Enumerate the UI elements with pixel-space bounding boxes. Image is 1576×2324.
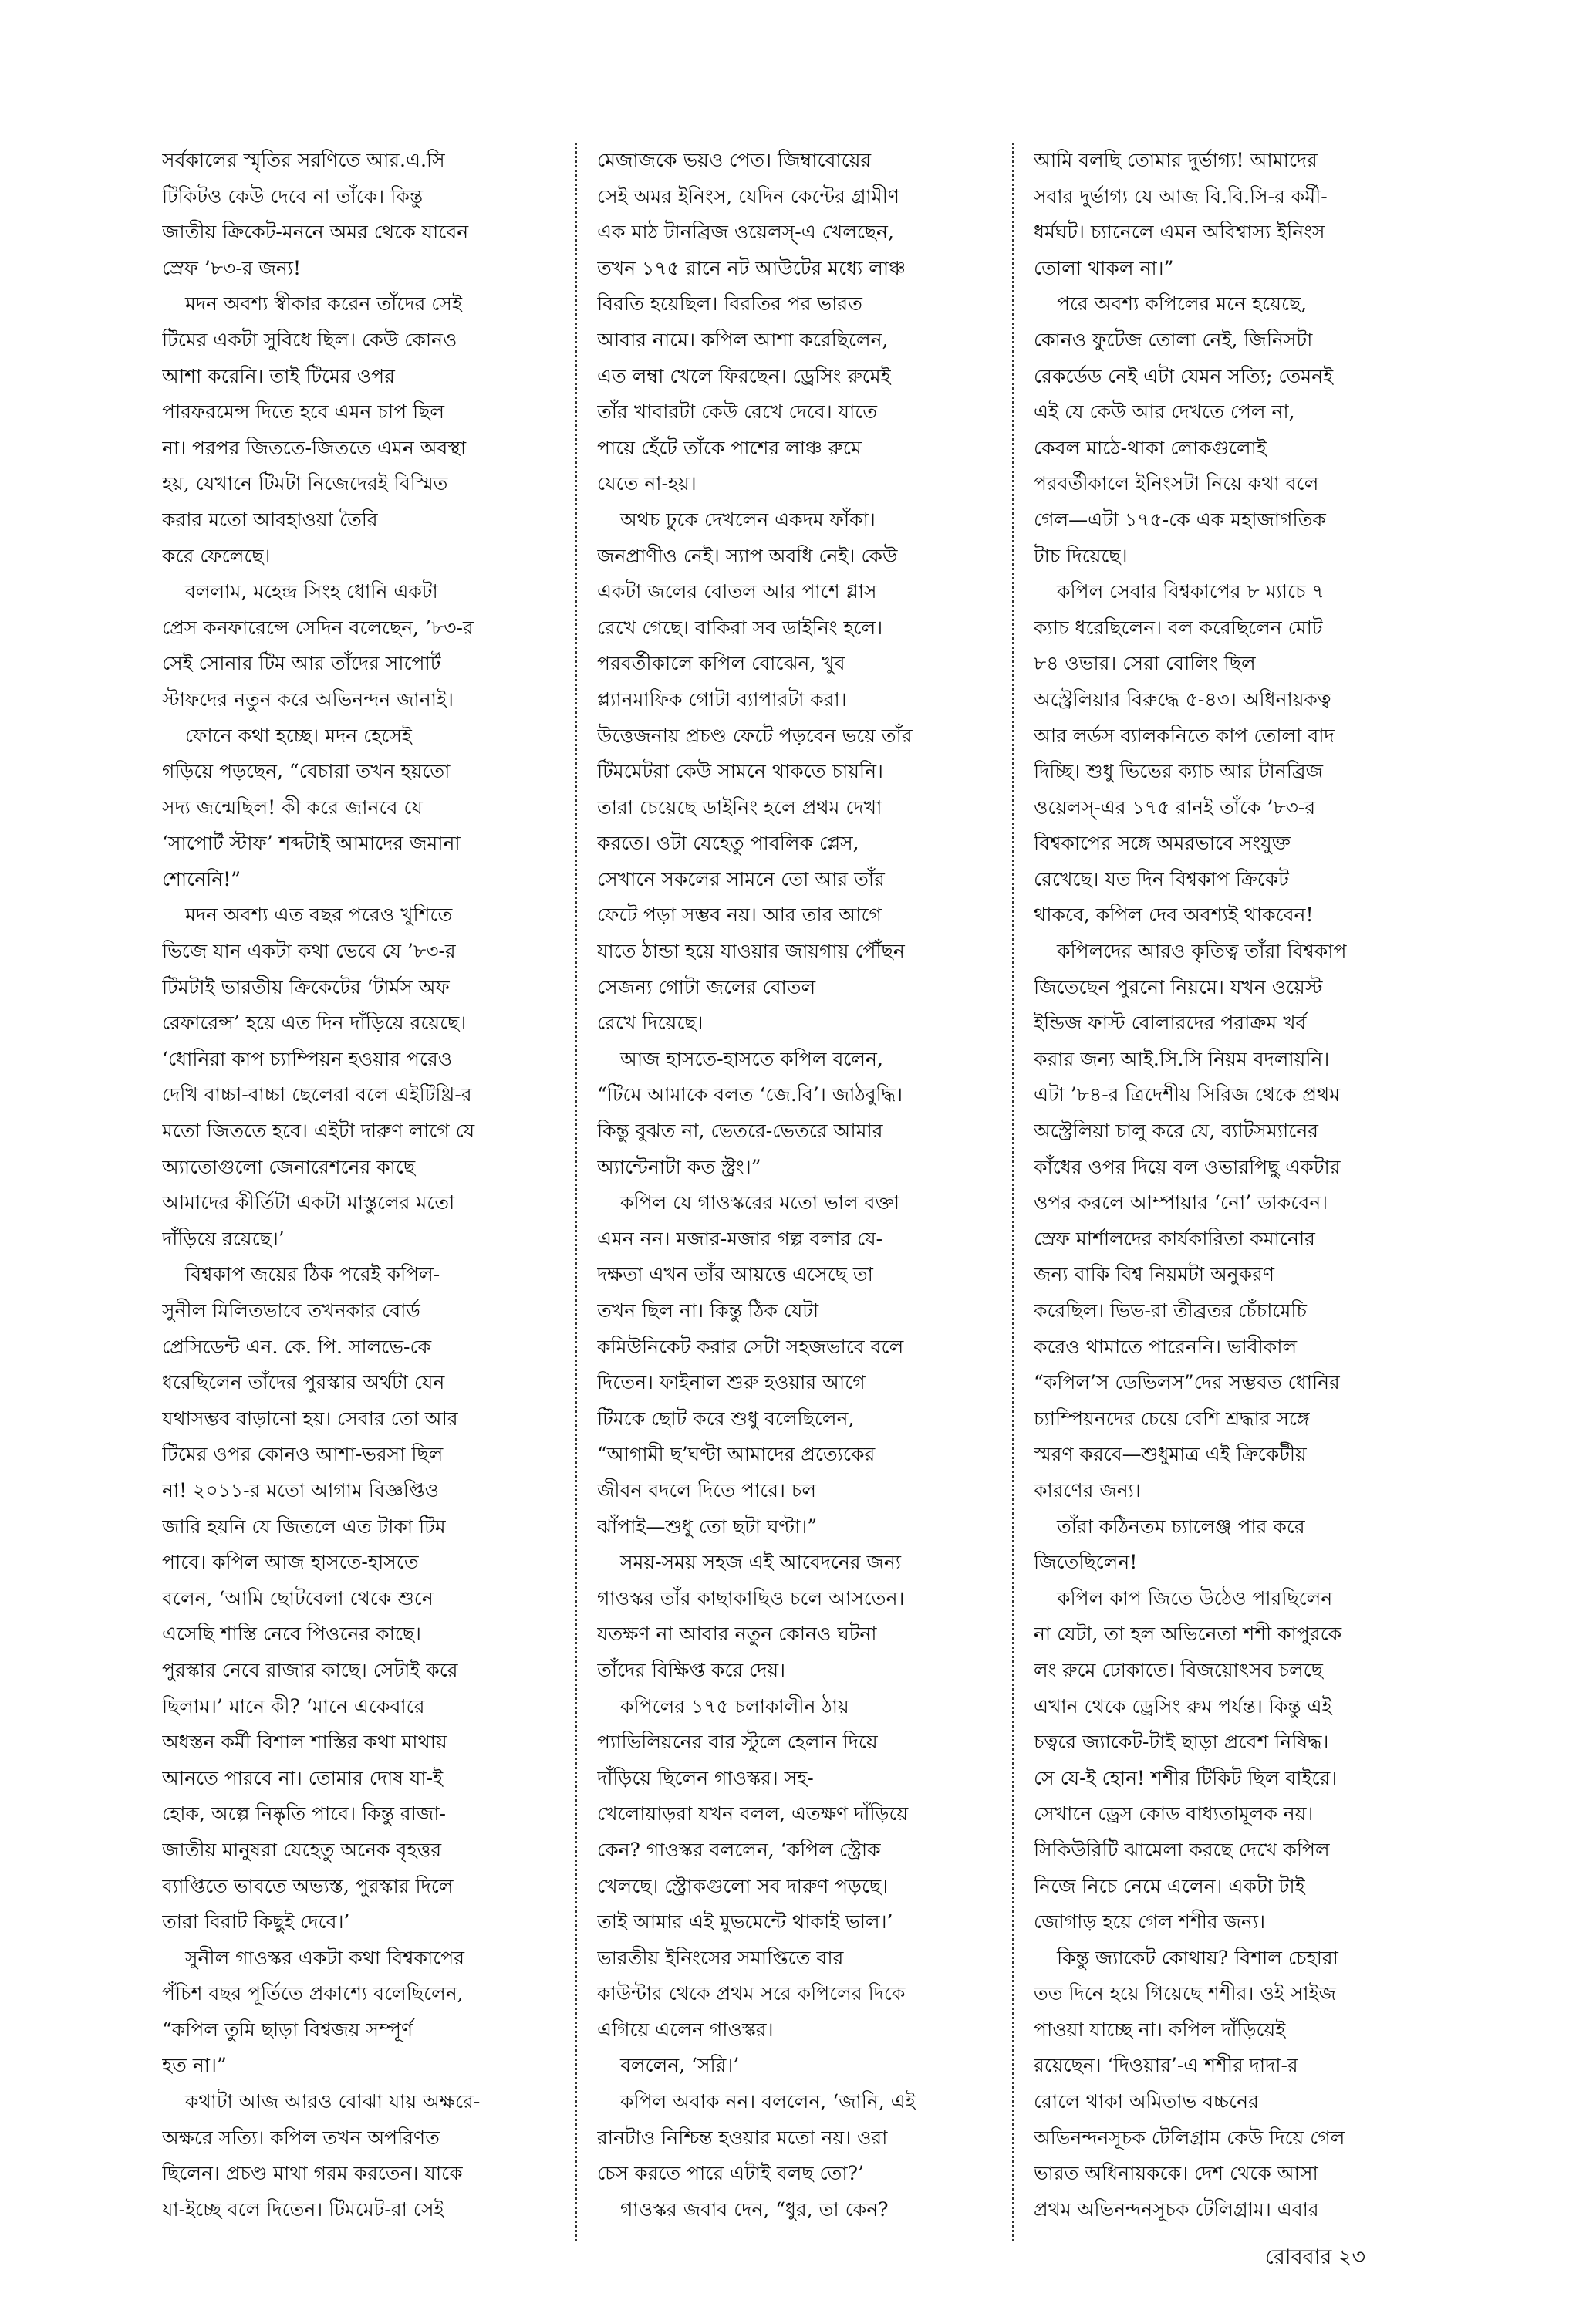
- text-line: আর লর্ডস ব্যালকনিতে কাপ তোলা বাদ: [1034, 724, 1335, 747]
- text-line: প্রথম অভিনন্দনসূচক টেলিগ্রাম। এবার: [1034, 2197, 1319, 2221]
- text-line: সেই সোনার টিম আর তাঁদের সাপোর্ট: [162, 652, 441, 675]
- text-line: কিন্তু জ্যাকেট কোথায়? বিশাল চেহারা: [1057, 1946, 1338, 1969]
- text-line: চেস করতে পারে এটাই বলছ তো?’: [597, 2162, 865, 2185]
- text-column-3: [1034, 143, 1466, 2228]
- text-line: সময়-সময় সহজ এই আবেদনের জন্য: [620, 1551, 902, 1574]
- text-line: জারি হয়নি যে জিতলে এত টাকা টিম: [162, 1515, 446, 1538]
- text-line: একটা জলের বোতল আর পাশে গ্লাস: [597, 580, 877, 603]
- text-line: করার জন্য আই.সি.সি নিয়ম বদলায়নি।: [1034, 1047, 1330, 1070]
- text-line: কমিউনিকেট করার সেটা সহজভাবে বলে: [597, 1335, 904, 1358]
- text-line: রয়েছেন। ‘দিওয়ার’-এ শশীর দাদা-র: [1034, 2054, 1298, 2077]
- text-line: অ্যাতোগুলো জেনারেশনের কাছে: [162, 1155, 416, 1178]
- text-line: রেখেছে। যত দিন বিশ্বকাপ ক্রিকেট: [1034, 867, 1289, 890]
- text-line: ধর্মঘট। চ্যানেলে এমন অবিশ্বাস্য ইনিংস: [1034, 221, 1325, 244]
- text-line: আশা করেনি। তাই টিমের ওপর: [162, 364, 395, 387]
- text-line: কথাটা আজ আরও বোঝা যায় অক্ষরে-: [185, 2090, 481, 2113]
- text-line: কপিল সেবার বিশ্বকাপের ৮ ম্যাচে ৭: [1057, 580, 1325, 603]
- text-line: করেছিল। ভিভ-রা তীব্রতর চেঁচামেচি: [1034, 1299, 1308, 1322]
- text-line: কপিলের ১৭৫ চলাকালীন ঠায়: [620, 1694, 849, 1718]
- text-line: করতে। ওটা যেহেতু পাবলিক প্লেস,: [597, 832, 859, 855]
- text-line: কাঁধের ওপর দিয়ে বল ওভারপিছু একটার: [1034, 1155, 1341, 1178]
- text-line: তখন ছিল না। কিন্তু ঠিক যেটা: [597, 1299, 819, 1322]
- text-line: যা-ইচ্ছে বলে দিতেন। টিমমেট-রা সেই: [162, 2197, 444, 2221]
- text-line: চত্বরে জ্যাকেট-টাই ছাড়া প্রবেশ নিষিদ্ধ।: [1034, 1731, 1329, 1754]
- text-line: পরে অবশ্য কপিলের মনে হয়েছে,: [1057, 292, 1308, 316]
- text-line: না। পরপর জিততে-জিততে এমন অবস্থা: [162, 436, 467, 459]
- text-line: চ্যাম্পিয়নদের চেয়ে বেশি শ্রদ্ধার সঙ্গে: [1034, 1407, 1310, 1430]
- text-line: গড়িয়ে পড়ছেন, “বেচারা তখন হয়তো: [162, 760, 451, 783]
- text-line: প্রেস কনফারেন্সে সেদিন বলেছেন, ’৮৩-র: [162, 616, 474, 639]
- text-line: না! ২০১১-র মতো আগাম বিজ্ঞপ্তিও: [162, 1478, 439, 1501]
- text-line: ইন্ডিজ ফাস্ট বোলারদের পরাক্রম খর্ব: [1034, 1012, 1307, 1035]
- text-line: জোগাড় হয়ে গেল শশীর জন্য।: [1034, 1910, 1266, 1934]
- text-line: হয়, যেখানে টিমটা নিজেদেরই বিস্মিত: [162, 472, 448, 495]
- text-line: রেখে দিয়েছে।: [597, 1012, 704, 1035]
- text-line: জাতীয় ক্রিকেট-মননে অমর থেকে যাবেন: [162, 221, 469, 244]
- text-line: ওপর করলে আম্পায়ার ‘নো’ ডাকবেন।: [1034, 1191, 1328, 1214]
- text-line: করার মতো আবহাওয়া তৈরি: [162, 508, 378, 531]
- text-line: প্রেসিডেন্ট এন. কে. পি. সালভে-কে: [162, 1335, 432, 1358]
- text-line: যথাসম্ভব বাড়ানো হয়। সেবার তো আর: [162, 1407, 458, 1430]
- text-line: বিশ্বকাপের সঙ্গে অমরভাবে সংযুক্ত: [1034, 832, 1291, 855]
- text-line: পরবর্তীকালে কপিল বোঝেন, খুব: [597, 652, 845, 675]
- text-line: তত দিনে হয়ে গিয়েছে শশীর। ওই সাইজ: [1034, 1982, 1336, 2005]
- text-line: সেই অমর ইনিংস, যেদিন কেন্টের গ্রামীণ: [597, 184, 899, 208]
- text-line: এটা ’৮৪-র ত্রিদেশীয় সিরিজ থেকে প্রথম: [1034, 1083, 1341, 1106]
- text-line: ধরেছিলেন তাঁদের পুরস্কার অর্থটা যেন: [162, 1371, 445, 1394]
- text-line: সেখানে সকলের সামনে তো আর তাঁর: [597, 867, 885, 890]
- text-line: গাওস্কর তাঁর কাছাকাছিও চলে আসতেন।: [597, 1586, 905, 1610]
- text-line: বললাম, মহেন্দ্র সিংহ ধোনি একটা: [185, 580, 438, 603]
- text-line: স্রেফ মার্শালদের কার্যকারিতা কমানোর: [1034, 1227, 1315, 1250]
- text-line: তারা বিরাট কিছুই দেবে।’: [162, 1910, 350, 1934]
- text-line: ছিলেন। প্রচণ্ড মাথা গরম করতেন। যাকে: [162, 2162, 463, 2185]
- text-line: তারা চেয়েছে ডাইনিং হলে প্রথম দেখা: [597, 795, 882, 819]
- text-line: রোলে থাকা অমিতাভ বচ্চনের: [1034, 2090, 1259, 2113]
- text-line: কেবল মাঠে-থাকা লোকগুলোই: [1034, 436, 1267, 459]
- text-line: নিজে নিচে নেমে এলেন। একটা টাই: [1034, 1874, 1305, 1897]
- text-line: জনপ্রাণীও নেই। স্যাপ অবধি নেই। কেউ: [597, 544, 898, 567]
- text-line: টিমকে ছোট করে শুধু বলেছিলেন,: [597, 1407, 855, 1430]
- text-line: এখান থেকে ড্রেসিং রুম পর্যন্ত। কিন্তু এই: [1034, 1694, 1332, 1718]
- text-line: অভিনন্দনসূচক টেলিগ্রাম কেউ দিয়ে গেল: [1034, 2126, 1345, 2149]
- text-line: ৮৪ ওভার। সেরা বোলিং ছিল: [1034, 652, 1256, 675]
- text-line: মদন অবশ্য এত বছর পরেও খুশিতে: [185, 904, 453, 927]
- text-line: কোনও ফুটেজ তোলা নেই, জিনিসটা: [1034, 328, 1313, 351]
- text-line: কাউন্টার থেকে প্রথম সরে কপিলের দিকে: [597, 1982, 906, 2005]
- text-line: গেল—এটা ১৭৫-কে এক মহাজাগতিক: [1034, 508, 1326, 531]
- text-line: জাতীয় মানুষরা যেহেতু অনেক বৃহত্তর: [162, 1838, 442, 1861]
- text-line: তাঁরা কঠিনতম চ্যালেঞ্জ পার করে: [1057, 1515, 1305, 1538]
- text-line: যতক্ষণ না আবার নতুন কোনও ঘটনা: [597, 1623, 877, 1646]
- text-line: পুরস্কার নেবে রাজার কাছে। সেটাই করে: [162, 1658, 458, 1681]
- text-column-2: [597, 143, 1029, 2228]
- text-line: ভারত অধিনায়ককে। দেশ থেকে আসা: [1034, 2162, 1318, 2185]
- text-line: অথচ ঢুকে দেখলেন একদম ফাঁকা।: [620, 508, 876, 531]
- text-line: তোলা থাকল না।”: [1034, 256, 1174, 279]
- text-line: জিতেছেন পুরনো নিয়মে। যখন ওয়েস্ট: [1034, 975, 1323, 998]
- text-line: অস্ট্রেলিয়ার বিরুদ্ধে ৫-৪৩। অধিনায়কত্ব: [1034, 687, 1331, 711]
- text-line: সুনীল মিলিতভাবে তখনকার বোর্ড: [162, 1299, 420, 1322]
- text-line: লং রুমে ঢোকাতে। বিজয়োৎসব চলছে: [1034, 1658, 1323, 1681]
- text-line: থাকবে, কপিল দেব অবশ্যই থাকবেন!: [1034, 904, 1314, 927]
- text-line: ক্যাচ ধরেছিলেন। বল করেছিলেন মোট: [1034, 616, 1323, 639]
- text-line: এমন নন। মজার-মজার গল্প বলার যে-: [597, 1227, 883, 1250]
- text-line: দিতেন। ফাইনাল শুরু হওয়ার আগে: [597, 1371, 866, 1394]
- text-line: মেজাজকে ভয়ও পেত। জিম্বাবোয়ের: [597, 149, 872, 171]
- text-line: দাঁড়িয়ে ছিলেন গাওস্কর। সহ-: [597, 1766, 814, 1789]
- text-line: ওয়েলস্-এর ১৭৫ রানই তাঁকে ’৮৩-র: [1034, 795, 1316, 819]
- text-line: বললেন, ‘সরি।’: [620, 2054, 740, 2077]
- text-line: পায়ে হেঁটে তাঁকে পাশের লাঞ্চ রুমে: [597, 436, 862, 459]
- text-line: রানটাও নিশ্চিন্ত হওয়ার মতো নয়। ওরা: [597, 2126, 888, 2149]
- text-line: এক মাঠ টানব্রিজ ওয়েলস্-এ খেলছেন,: [597, 221, 894, 244]
- text-line: খেলোয়াড়রা যখন বলল, এতক্ষণ দাঁড়িয়ে: [597, 1802, 909, 1826]
- text-line: শোনেনি!”: [162, 867, 241, 890]
- text-line: সর্বকালের স্মৃতির সরণিতে আর.এ.সি: [162, 149, 445, 171]
- text-line: রেফারেন্স’ হয়ে এত দিন দাঁড়িয়ে রয়েছে।: [162, 1012, 467, 1035]
- text-line: “কপিল তুমি ছাড়া বিশ্বজয় সম্পূর্ণ: [162, 2018, 413, 2041]
- text-line: এগিয়ে এলেন গাওস্কর।: [597, 2018, 774, 2041]
- text-line: “আগামী ছ’ঘণ্টা আমাদের প্রত্যেকের: [597, 1443, 876, 1466]
- text-line: দক্ষতা এখন তাঁর আয়ত্তে এসেছে তা: [597, 1263, 873, 1286]
- page-footer: রোববার ২৩: [1265, 2245, 1366, 2269]
- text-line: দাঁড়িয়ে রয়েছে।’: [162, 1227, 285, 1250]
- text-line: আমি বলছি তোমার দুর্ভাগ্য! আমাদের: [1034, 149, 1318, 171]
- text-line: কপিল যে গাওস্করের মতো ভাল বক্তা: [620, 1191, 900, 1214]
- text-line: ফেটে পড়া সম্ভব নয়। আর তার আগে: [597, 904, 882, 927]
- text-line: ব্যাপ্তিতে ভাবতে অভ্যস্ত, পুরস্কার দিলে: [162, 1874, 454, 1897]
- text-line: জীবন বদলে দিতে পারে। চল: [597, 1478, 817, 1501]
- text-line: তাই আমার এই মুভমেন্টে থাকাই ভাল।’: [597, 1910, 893, 1934]
- text-line: তাঁর খাবারটা কেউ রেখে দেবে। যাতে: [597, 400, 878, 424]
- text-line: দেখি বাচ্চা-বাচ্চা ছেলেরা বলে এইটিথ্রি-র: [162, 1083, 472, 1106]
- text-line: পাওয়া যাচ্ছে না। কপিল দাঁড়িয়েই: [1034, 2018, 1286, 2041]
- text-line: না যেটা, তা হল অভিনেতা শশী কাপুরকে: [1034, 1623, 1342, 1646]
- text-line: টাচ দিয়েছে।: [1034, 544, 1128, 567]
- text-line: ঝাঁপাই—শুধু তো ছটা ঘণ্টা।”: [597, 1515, 818, 1538]
- text-line: টিমের একটা সুবিধে ছিল। কেউ কোনও: [162, 328, 457, 351]
- text-line: বলেন, ‘আমি ছোটবেলা থেকে শুনে: [162, 1586, 434, 1610]
- text-line: ছিলাম।’ মানে কী? ‘মানে একেবারে: [162, 1694, 425, 1718]
- text-line: বিরতি হয়েছিল। বিরতির পর ভারত: [597, 292, 862, 316]
- text-line: যেতে না-হয়।: [597, 472, 697, 495]
- text-line: জন্য বাকি বিশ্ব নিয়মটা অনুকরণ: [1034, 1263, 1274, 1286]
- text-line: কেন? গাওস্কর বললেন, ‘কপিল স্ট্রোক: [597, 1838, 881, 1861]
- text-line: এই যে কেউ আর দেখতে পেল না,: [1034, 400, 1295, 424]
- text-line: উত্তেজনায় প্রচণ্ড ফেটে পড়বেন ভয়ে তাঁর: [597, 724, 913, 747]
- text-line: কিন্তু বুঝত না, ভেতরে-ভেতরে আমার: [597, 1120, 883, 1143]
- text-line: আনতে পারবে না। তোমার দোষ যা-ই: [162, 1766, 444, 1789]
- text-line: মদন অবশ্য স্বীকার করেন তাঁদের সেই: [185, 292, 462, 316]
- text-line: ভিজে যান একটা কথা ভেবে যে ’৮৩-র: [162, 940, 456, 963]
- text-line: রেখে গেছে। বাকিরা সব ডাইনিং হলে।: [597, 616, 883, 639]
- text-line: আজ হাসতে-হাসতে কপিল বলেন,: [620, 1047, 883, 1070]
- text-line: গাওস্কর জবাব দেন, “ধুর, তা কেন?: [620, 2197, 889, 2221]
- text-line: ফোনে কথা হচ্ছে। মদন হেসেই: [185, 724, 412, 747]
- text-line: রেকর্ডেড নেই এটা যেমন সত্যি; তেমনই: [1034, 364, 1334, 387]
- text-line: দিচ্ছি। শুধু ভিভের ক্যাচ আর টানব্রিজ: [1034, 760, 1324, 783]
- text-line: সদ্য জন্মেছিল! কী করে জানবে যে: [162, 795, 423, 819]
- text-column-1: [162, 143, 594, 2228]
- text-line: স্মরণ করবে—শুধুমাত্র এই ক্রিকেটীয়: [1034, 1443, 1307, 1466]
- text-line: তাঁদের বিক্ষিপ্ত করে দেয়।: [597, 1658, 786, 1681]
- text-line: সিকিউরিটি ঝামেলা করছে দেখে কপিল: [1034, 1838, 1330, 1861]
- text-line: টিকিটও কেউ দেবে না তাঁকে। কিন্তু: [162, 184, 424, 208]
- text-line: প্যাভিলিয়নের বার স্টুলে হেলান দিয়ে: [597, 1731, 878, 1754]
- text-line: পারফরমেন্স দিতে হবে এমন চাপ ছিল: [162, 400, 444, 424]
- text-line: “টিমে আমাকে বলত ‘জে.বি’। জাঠবুদ্ধি।: [597, 1083, 903, 1106]
- text-line: কপিল অবাক নন। বললেন, ‘জানি, এই: [620, 2090, 916, 2113]
- text-line: খেলছে। স্ট্রোকগুলো সব দারুণ পড়ছে।: [597, 1874, 889, 1897]
- text-line: ‘ধোনিরা কাপ চ্যাম্পিয়ন হওয়ার পরেও: [162, 1047, 453, 1070]
- text-line: অস্ট্রেলিয়া চালু করে যে, ব্যাটসম্যানের: [1034, 1120, 1318, 1143]
- text-line: ভারতীয় ইনিংসের সমাপ্তিতে বার: [597, 1946, 844, 1969]
- text-line: টিমটাই ভারতীয় ক্রিকেটের ‘টার্মস অফ: [162, 975, 450, 998]
- text-line: সে যে-ই হোন! শশীর টিকিট ছিল বাইরে।: [1034, 1766, 1338, 1789]
- column-divider: [1012, 143, 1014, 2241]
- text-line: স্রেফ ’৮৩-র জন্য!: [162, 256, 302, 279]
- text-line: স্টাফদের নতুন করে অভিনন্দন জানাই।: [162, 687, 454, 711]
- text-line: ‘সাপোর্ট স্টাফ’ শব্দটাই আমাদের জমানা: [162, 832, 461, 855]
- text-line: আমাদের কীর্তিটা একটা মাস্তুলের মতো: [162, 1191, 455, 1214]
- text-line: প্ল্যানমাফিক গোটা ব্যাপারটা করা।: [597, 687, 847, 711]
- text-line: অ্যান্টেনাটা কত স্ট্রং।”: [597, 1155, 761, 1178]
- text-line: কারণের জন্য।: [1034, 1478, 1141, 1501]
- text-line: টিমের ওপর কোনও আশা-ভরসা ছিল: [162, 1443, 444, 1466]
- text-line: সুনীল গাওস্কর একটা কথা বিশ্বকাপের: [185, 1946, 464, 1969]
- text-line: টিমমেটরা কেউ সামনে থাকতে চায়নি।: [597, 760, 883, 783]
- text-line: আবার নামে। কপিল আশা করেছিলেন,: [597, 328, 889, 351]
- text-line: করে ফেলেছে।: [162, 544, 271, 567]
- text-line: সেখানে ড্রেস কোড বাধ্যতামূলক নয়।: [1034, 1802, 1314, 1826]
- text-line: এসেছি শাস্তি নেবে পিওনের কাছে।: [162, 1623, 421, 1646]
- text-line: বিশ্বকাপ জয়ের ঠিক পরেই কপিল-: [185, 1263, 440, 1286]
- text-line: জিতেছিলেন!: [1034, 1551, 1138, 1574]
- text-line: হত না।”: [162, 2054, 227, 2077]
- text-line: সেজন্য গোটা জলের বোতল: [597, 975, 816, 998]
- text-line: মতো জিততে হবে। এইটা দারুণ লাগে যে: [162, 1120, 475, 1143]
- text-line: কপিলদের আরও কৃতিত্ব তাঁরা বিশ্বকাপ: [1057, 940, 1347, 963]
- text-line: “কপিল’স ডেভিলস”দের সম্ভবত ধোনির: [1034, 1371, 1340, 1394]
- text-line: কপিল কাপ জিতে উঠেও পারছিলেন: [1057, 1586, 1333, 1610]
- text-line: অধস্তন কর্মী বিশাল শাস্তির কথা মাথায়: [162, 1731, 447, 1754]
- text-line: এত লম্বা খেলে ফিরছেন। ড্রেসিং রুমেই: [597, 364, 891, 387]
- text-line: অক্ষরে সত্যি। কপিল তখন অপরিণত: [162, 2126, 440, 2149]
- text-line: তখন ১৭৫ রানে নট আউটের মধ্যে লাঞ্চ: [597, 256, 906, 279]
- text-line: করেও থামাতে পারেননি। ভাবীকাল: [1034, 1335, 1298, 1358]
- text-line: যাতে ঠান্ডা হয়ে যাওয়ার জায়গায় পৌঁছন: [597, 940, 905, 963]
- column-divider: [575, 143, 577, 2241]
- text-line: পরবর্তীকালে ইনিংসটা নিয়ে কথা বলে: [1034, 472, 1319, 495]
- text-line: পাবে। কপিল আজ হাসতে-হাসতে: [162, 1551, 419, 1574]
- text-line: পঁচিশ বছর পূর্তিতে প্রকাশ্যে বলেছিলেন,: [162, 1982, 464, 2005]
- text-line: সবার দুর্ভাগ্য যে আজ বি.বি.সি-র কর্মী-: [1034, 184, 1328, 208]
- text-line: হোক, অল্পে নিষ্কৃতি পাবে। কিন্তু রাজা-: [162, 1802, 446, 1826]
